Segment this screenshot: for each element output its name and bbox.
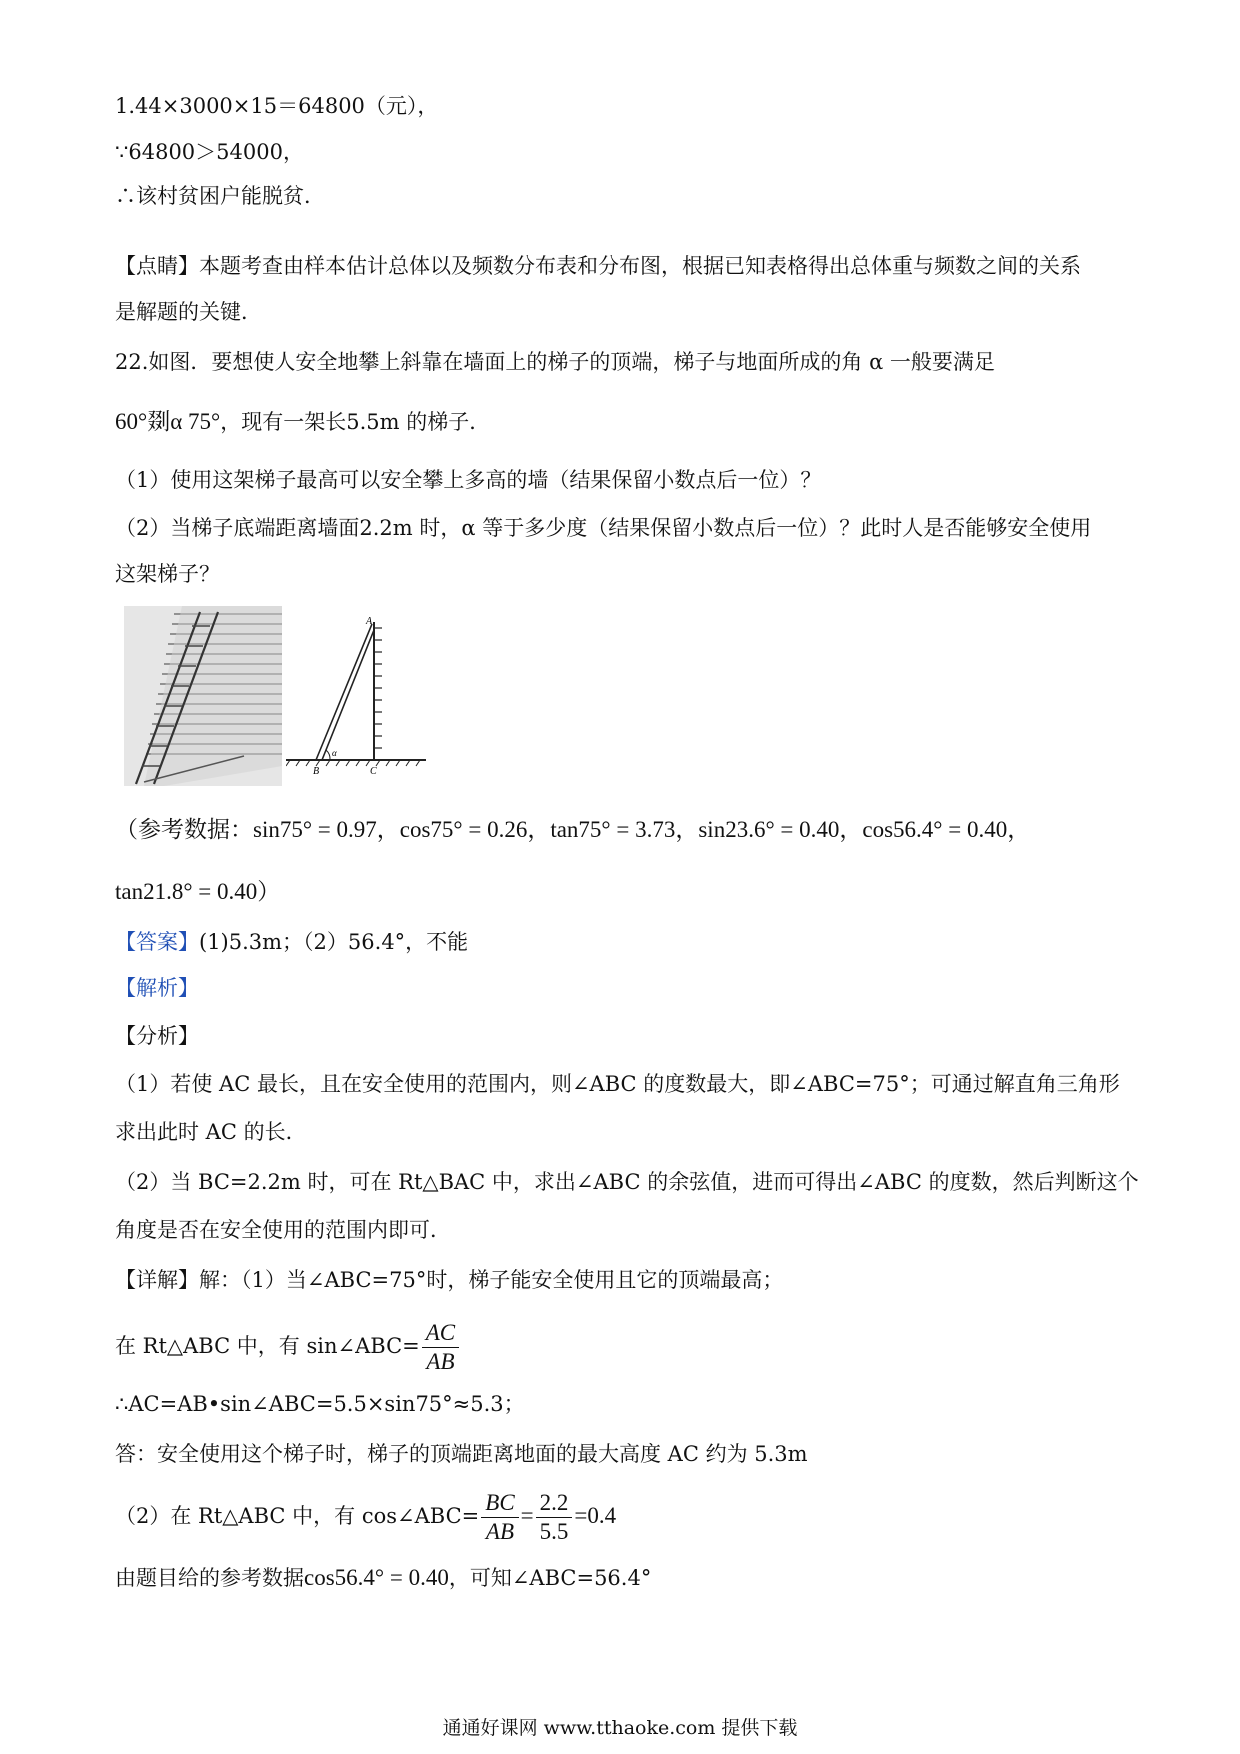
text-line: ∴AC=AB•sin∠ABC=5.5×sin75°≈5.3；	[115, 1392, 525, 1416]
fraction-numerator: 2.2	[536, 1489, 573, 1518]
reference-data: （参考数据：sin75° = 0.97，cos75° = 0.26，tan75° = 3.73，sin23.6° = 0.40，cos56.4° = 0.40，	[115, 817, 1031, 842]
question-22-stem: 22.如图．要想使人安全地攀上斜靠在墙面上的梯子的顶端，梯子与地面所成的角 α 一般要满足	[115, 350, 995, 374]
fraction-denominator: AB	[485, 1519, 515, 1544]
fraction-denominator: AB	[426, 1349, 455, 1374]
text-line: （1）若使 AC 最长，且在安全使用的范围内，则∠ABC 的度数最大，即∠ABC=75°；可通过解直角三角形	[115, 1072, 1120, 1096]
text-line: 角度是否在安全使用的范围内即可．	[115, 1218, 451, 1242]
ladder-photo	[124, 606, 282, 786]
label-alpha: α	[332, 748, 337, 758]
text-line: ∴该村贫困户能脱贫．	[115, 184, 325, 208]
text-line: ∵64800＞54000，	[115, 140, 304, 164]
fraction-numerator: BC	[481, 1489, 518, 1518]
question-part-1: （1）使用这架梯子最高可以安全攀上多高的墙（结果保留小数点后一位）？	[115, 468, 822, 492]
fraction-2.2-5.5	[536, 1489, 573, 1546]
fraction-ac-ab	[422, 1319, 459, 1376]
comment-line: 【点睛】本题考查由样本估计总体以及频数分布表和分布图，根据已知表格得出总体重与频数之间的关系	[115, 254, 1081, 278]
subheading-analysis: 【分析】	[115, 1024, 199, 1048]
ladder-diagram	[286, 614, 426, 782]
conclusion-result: ，可知∠ABC=56.4°	[448, 1566, 652, 1590]
text-line: 这架梯子？	[115, 562, 220, 586]
equals-sign: =	[520, 1503, 534, 1528]
analysis-heading: 【解析】	[115, 976, 199, 1000]
page-footer: 通通好课网 www.tthaoke.com 提供下载	[442, 1717, 798, 1739]
fraction-numerator: AC	[422, 1319, 459, 1348]
answer-text: (1)5.3m；（2）56.4°，不能	[199, 930, 469, 954]
question-22-condition	[115, 406, 490, 438]
reference-data-cont: tan21.8° = 0.40）	[115, 879, 281, 904]
label-b: B	[313, 766, 320, 777]
result-value: =0.4	[574, 1503, 617, 1528]
cos-formula-line	[115, 1486, 616, 1546]
question-part-2: （2）当梯子底端距离墙面2.2m 时，α 等于多少度（结果保留小数点后一位）？此时人是否能够安全使用	[115, 516, 1092, 540]
answer-heading: 【答案】	[115, 930, 199, 954]
conclusion-line	[115, 1562, 651, 1594]
ladder-length-text: ，现有一架长5.5m 的梯子．	[220, 410, 491, 434]
text-line: 是解题的关键．	[115, 300, 262, 324]
sin-formula-text: 在 Rt△ABC 中，有 sin∠ABC=	[115, 1334, 420, 1358]
fraction-denominator: 5.5	[539, 1519, 569, 1544]
text-line: 1.44×3000×15＝64800（元），	[115, 94, 439, 118]
label-a: A	[366, 616, 373, 627]
text-line: 求出此时 AC 的长．	[115, 1120, 307, 1144]
text-line: 答：安全使用这个梯子时，梯子的顶端距离地面的最大高度 AC 约为 5.3m	[115, 1442, 808, 1466]
text-line: （2）当 BC=2.2m 时，可在 Rt△BAC 中，求出∠ABC 的余弦值，进而可得出∠ABC 的度数，然后判断这个	[115, 1170, 1139, 1194]
answer-line	[115, 926, 468, 958]
label-c: C	[370, 766, 377, 777]
conclusion-text: 由题目给的参考数据	[115, 1566, 304, 1590]
sin-formula-line	[115, 1316, 461, 1376]
angle-range: 60°剟α 75°	[115, 409, 221, 434]
fraction-bc-ab	[481, 1489, 518, 1546]
solution-line: 【详解】解：（1）当∠ABC=75°时，梯子能安全使用且它的顶端最高；	[115, 1268, 784, 1292]
cos-reference: cos56.4° = 0.40	[304, 1565, 449, 1590]
cos-formula-text: （2）在 Rt△ABC 中，有 cos∠ABC=	[115, 1504, 480, 1528]
